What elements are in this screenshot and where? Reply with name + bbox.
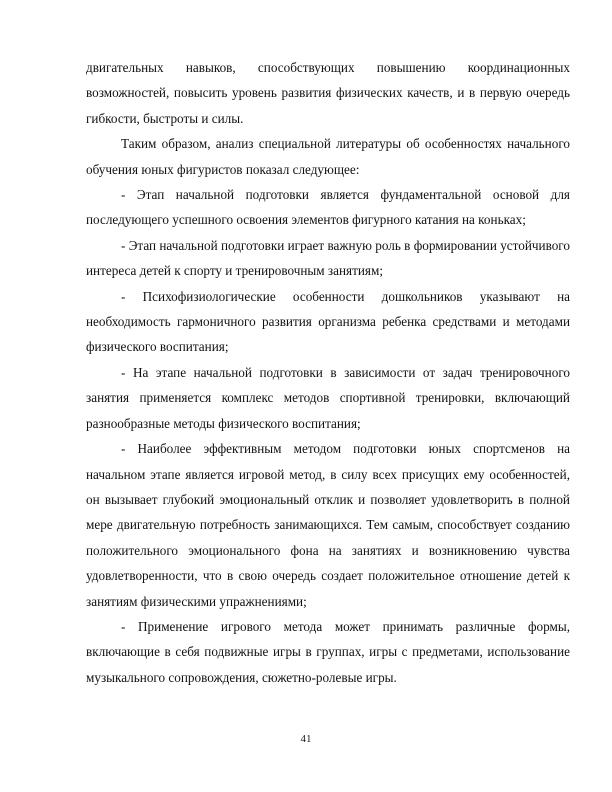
list-item: - Этап начальной подготовки играет важную роль в формировании устойчивого интереса детей к спорту и тренировочным занятиям; bbox=[86, 237, 570, 279]
list-item: - Наиболее эффективным методом подготовки юных спортсменов на начальном этапе является игровой метод, в силу всех присущих ему особенностей, он вызывает глубокий эмоциональный отклик и позволяет удовлетворить в полной мере двигательную потребность занимающихся. Тем самым, способствует созданию положительного эмоционального фона на занятиях и возникновению чувства удовлетворенности, что в свою очередь создает положительное отношение детей к занятиям физическими упражнениями; bbox=[86, 441, 570, 609]
list-item: - Применение игрового метода может принимать различные формы, включающие в себя подвижные игры в группах, игры с предметами, использование музыкального сопровождения, сюжетно-ролевые игры. bbox=[86, 618, 570, 685]
paragraph-summary-intro: Таким образом, анализ специальной литературы об особенностях начального обучения юных фигуристов показал следующее: bbox=[86, 136, 570, 177]
list-item: - Психофизиологические особенности дошкольников указывают на необходимость гармоничного развития организма ребенка средствами и методами физического воспитания; bbox=[86, 288, 570, 355]
paragraph-continuation: двигательных навыков, способствующих повышению координационных возможностей, повысить уровень развития физических качеств, и в первую очередь гибкости, быстроты и силы. bbox=[86, 60, 570, 126]
list-item: - Этап начальной подготовки является фундаментальной основой для последующего успешного освоения элементов фигурного катания на коньках; bbox=[86, 187, 570, 228]
page-number: 41 bbox=[300, 733, 312, 745]
list-item: - На этапе начальной подготовки в зависимости от задач тренировочного занятия применяется комплекс методов спортивной тренировки, включающий разнообразные методы физического воспитания; bbox=[86, 364, 570, 431]
body-text bbox=[86, 55, 570, 690]
